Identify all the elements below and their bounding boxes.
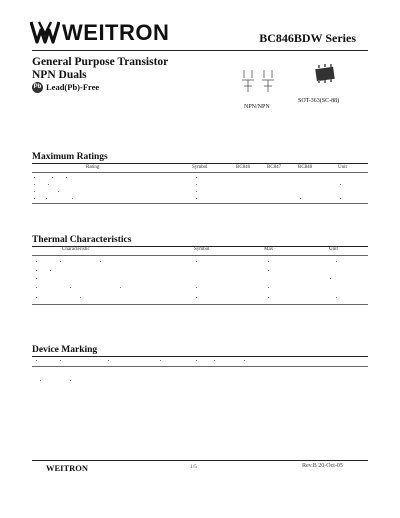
footer-page-number: 1/5 bbox=[190, 464, 198, 470]
transistor-schematic-icon bbox=[238, 62, 278, 102]
max-ratings-header-rule bbox=[32, 172, 368, 173]
header-divider bbox=[32, 50, 368, 51]
schematic-label: NPN/NPN bbox=[244, 104, 270, 110]
device-marking-title: Device Marking bbox=[32, 345, 98, 355]
package-label: SOT-363(SC-88) bbox=[298, 98, 340, 104]
marking-top-rule bbox=[32, 356, 368, 357]
product-title: General Purpose Transistor bbox=[32, 56, 169, 68]
series-title: BC846BDW Series bbox=[259, 31, 356, 45]
lead-free-icon: Pb bbox=[32, 82, 43, 93]
product-subtitle: NPN Duals bbox=[32, 69, 87, 81]
footer-revision: Rev.B 20-Oct-05 bbox=[302, 463, 343, 469]
max-ratings-top-rule bbox=[32, 163, 368, 164]
max-ratings-bottom-rule bbox=[32, 203, 368, 204]
max-ratings-title: Maximum Ratings bbox=[32, 152, 108, 162]
lead-free-label: Lead(Pb)-Free bbox=[46, 82, 100, 92]
footer-rule bbox=[32, 460, 368, 461]
max-ratings-header-symbol: Symbol bbox=[192, 165, 208, 170]
max-ratings-header-bc846: BC846 bbox=[236, 165, 251, 170]
max-ratings-header-rating: Rating bbox=[86, 165, 100, 170]
thermal-header-unit: Unit bbox=[329, 247, 338, 252]
thermal-title: Thermal Characteristics bbox=[32, 235, 132, 245]
thermal-header-max: Max bbox=[264, 247, 274, 252]
marking-bottom-rule bbox=[32, 366, 368, 367]
weitron-logo-icon bbox=[30, 20, 60, 44]
footer-brand: WEITRON bbox=[46, 463, 89, 473]
max-ratings-header-bc848: BC848 bbox=[298, 165, 313, 170]
sot363-package-icon bbox=[312, 64, 338, 84]
max-ratings-header-unit: Unit bbox=[338, 165, 347, 170]
thermal-header-rule bbox=[32, 255, 368, 256]
max-ratings-header-bc847: BC847 bbox=[267, 165, 282, 170]
thermal-bottom-rule bbox=[32, 304, 368, 305]
thermal-header-characteristic: Characteristic bbox=[62, 247, 90, 252]
thermal-header-symbol: Symbol bbox=[194, 247, 210, 252]
brand-name: WEITRON bbox=[62, 20, 170, 45]
